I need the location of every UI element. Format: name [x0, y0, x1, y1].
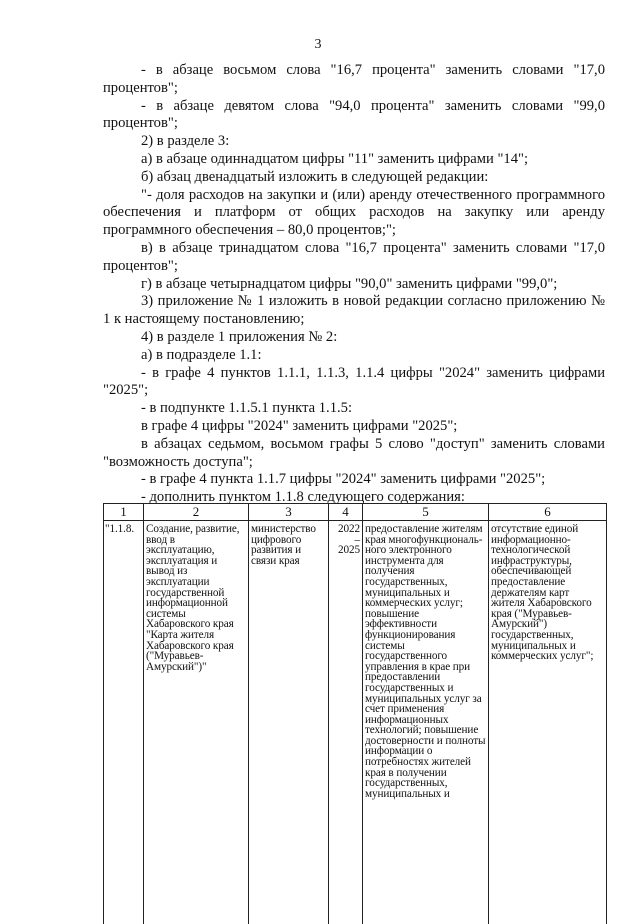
- page-number: 3: [0, 37, 636, 53]
- activity-name-cell: Создание, развитие, ввод в эксплуатацию, эксплуатация и вывод из эксплуатации государственной информационной системы Хабаровского края "Карта жителя Хабаровского края ("Муравьев-Амурский")": [144, 521, 249, 924]
- paragraph: - в абзаце восьмом слова "16,7 процента" заменить словами "17,0 процентов";: [103, 62, 605, 98]
- paragraph: г) в абзаце четырнадцатом цифры "90,0" заменить цифрами "99,0";: [103, 276, 605, 294]
- paragraph: в) в абзаце тринадцатом слова "16,7 процента" заменить словами "17,0 процентов";: [103, 240, 605, 276]
- paragraph: а) в подразделе 1.1:: [103, 347, 605, 365]
- paragraph: "- доля расходов на закупки и (или) аренду отечественного программного обеспечения и платформ от общих расходов на закупку или аренду программного обеспечения – 80,0 процентов;";: [103, 187, 605, 240]
- column-header: 3: [249, 504, 329, 521]
- paragraph: 3) приложение № 1 изложить в новой редакции согласно приложению № 1 к настоящему постановлению;: [103, 293, 605, 329]
- paragraph: 4) в разделе 1 приложения № 2:: [103, 329, 605, 347]
- table-header-row: [104, 504, 607, 521]
- expected-result-cell: предоставление жителям края многофункциональ-ного электронного инструмента для получения государственных, муниципальных и коммерческих услуг; повышение эффективности функционирования системы государственного управления в крае при предоставлении государственных и муниципальных услуг за счет применения информационных технологий; повышение достоверности и полноты информации о потребностях жителей края в получении государственных, муниципальных и: [363, 521, 489, 924]
- column-header: 5: [363, 504, 489, 521]
- paragraph: в абзацах седьмом, восьмом графы 5 слово "доступ" заменить словами "возможность доступа";: [103, 436, 605, 472]
- paragraph: а) в абзаце одиннадцатом цифры "11" заменить цифрами "14";: [103, 151, 605, 169]
- paragraph: б) абзац двенадцатый изложить в следующей редакции:: [103, 169, 605, 187]
- column-header: 2: [144, 504, 249, 521]
- column-header: 6: [489, 504, 607, 521]
- consequences-cell: отсутствие единой информационно-технологической инфраструктуры, обеспечивающей предоставление держателям карт жителя Хабаровского края ("Муравьев-Амурский") государственных, муниципальных и коммерческих услуг";: [489, 521, 607, 924]
- column-header: 4: [329, 504, 363, 521]
- item-number-cell: "1.1.8.: [104, 521, 144, 924]
- paragraph: - в графе 4 пункта 1.1.7 цифры "2024" заменить цифрами "2025";: [103, 471, 605, 489]
- column-header: 1: [104, 504, 144, 521]
- paragraph: в графе 4 цифры "2024" заменить цифрами "2025";: [103, 418, 605, 436]
- paragraph: - дополнить пунктом 1.1.8 следующего содержания:: [103, 489, 605, 507]
- implementation-period-cell: 2022 – 2025: [329, 521, 363, 924]
- paragraph: - в графе 4 пунктов 1.1.1, 1.1.3, 1.1.4 цифры "2024" заменить цифрами "2025";: [103, 365, 605, 401]
- table-row: [104, 521, 607, 924]
- paragraph: - в абзаце девятом слова "94,0 процента" заменить словами "99,0 процентов";: [103, 98, 605, 134]
- document-body: [103, 62, 605, 507]
- responsible-executor-cell: министерство цифрового развития и связи края: [249, 521, 329, 924]
- paragraph: 2) в разделе 3:: [103, 133, 605, 151]
- amendment-table: [103, 503, 607, 924]
- paragraph: - в подпункте 1.1.5.1 пункта 1.1.5:: [103, 400, 605, 418]
